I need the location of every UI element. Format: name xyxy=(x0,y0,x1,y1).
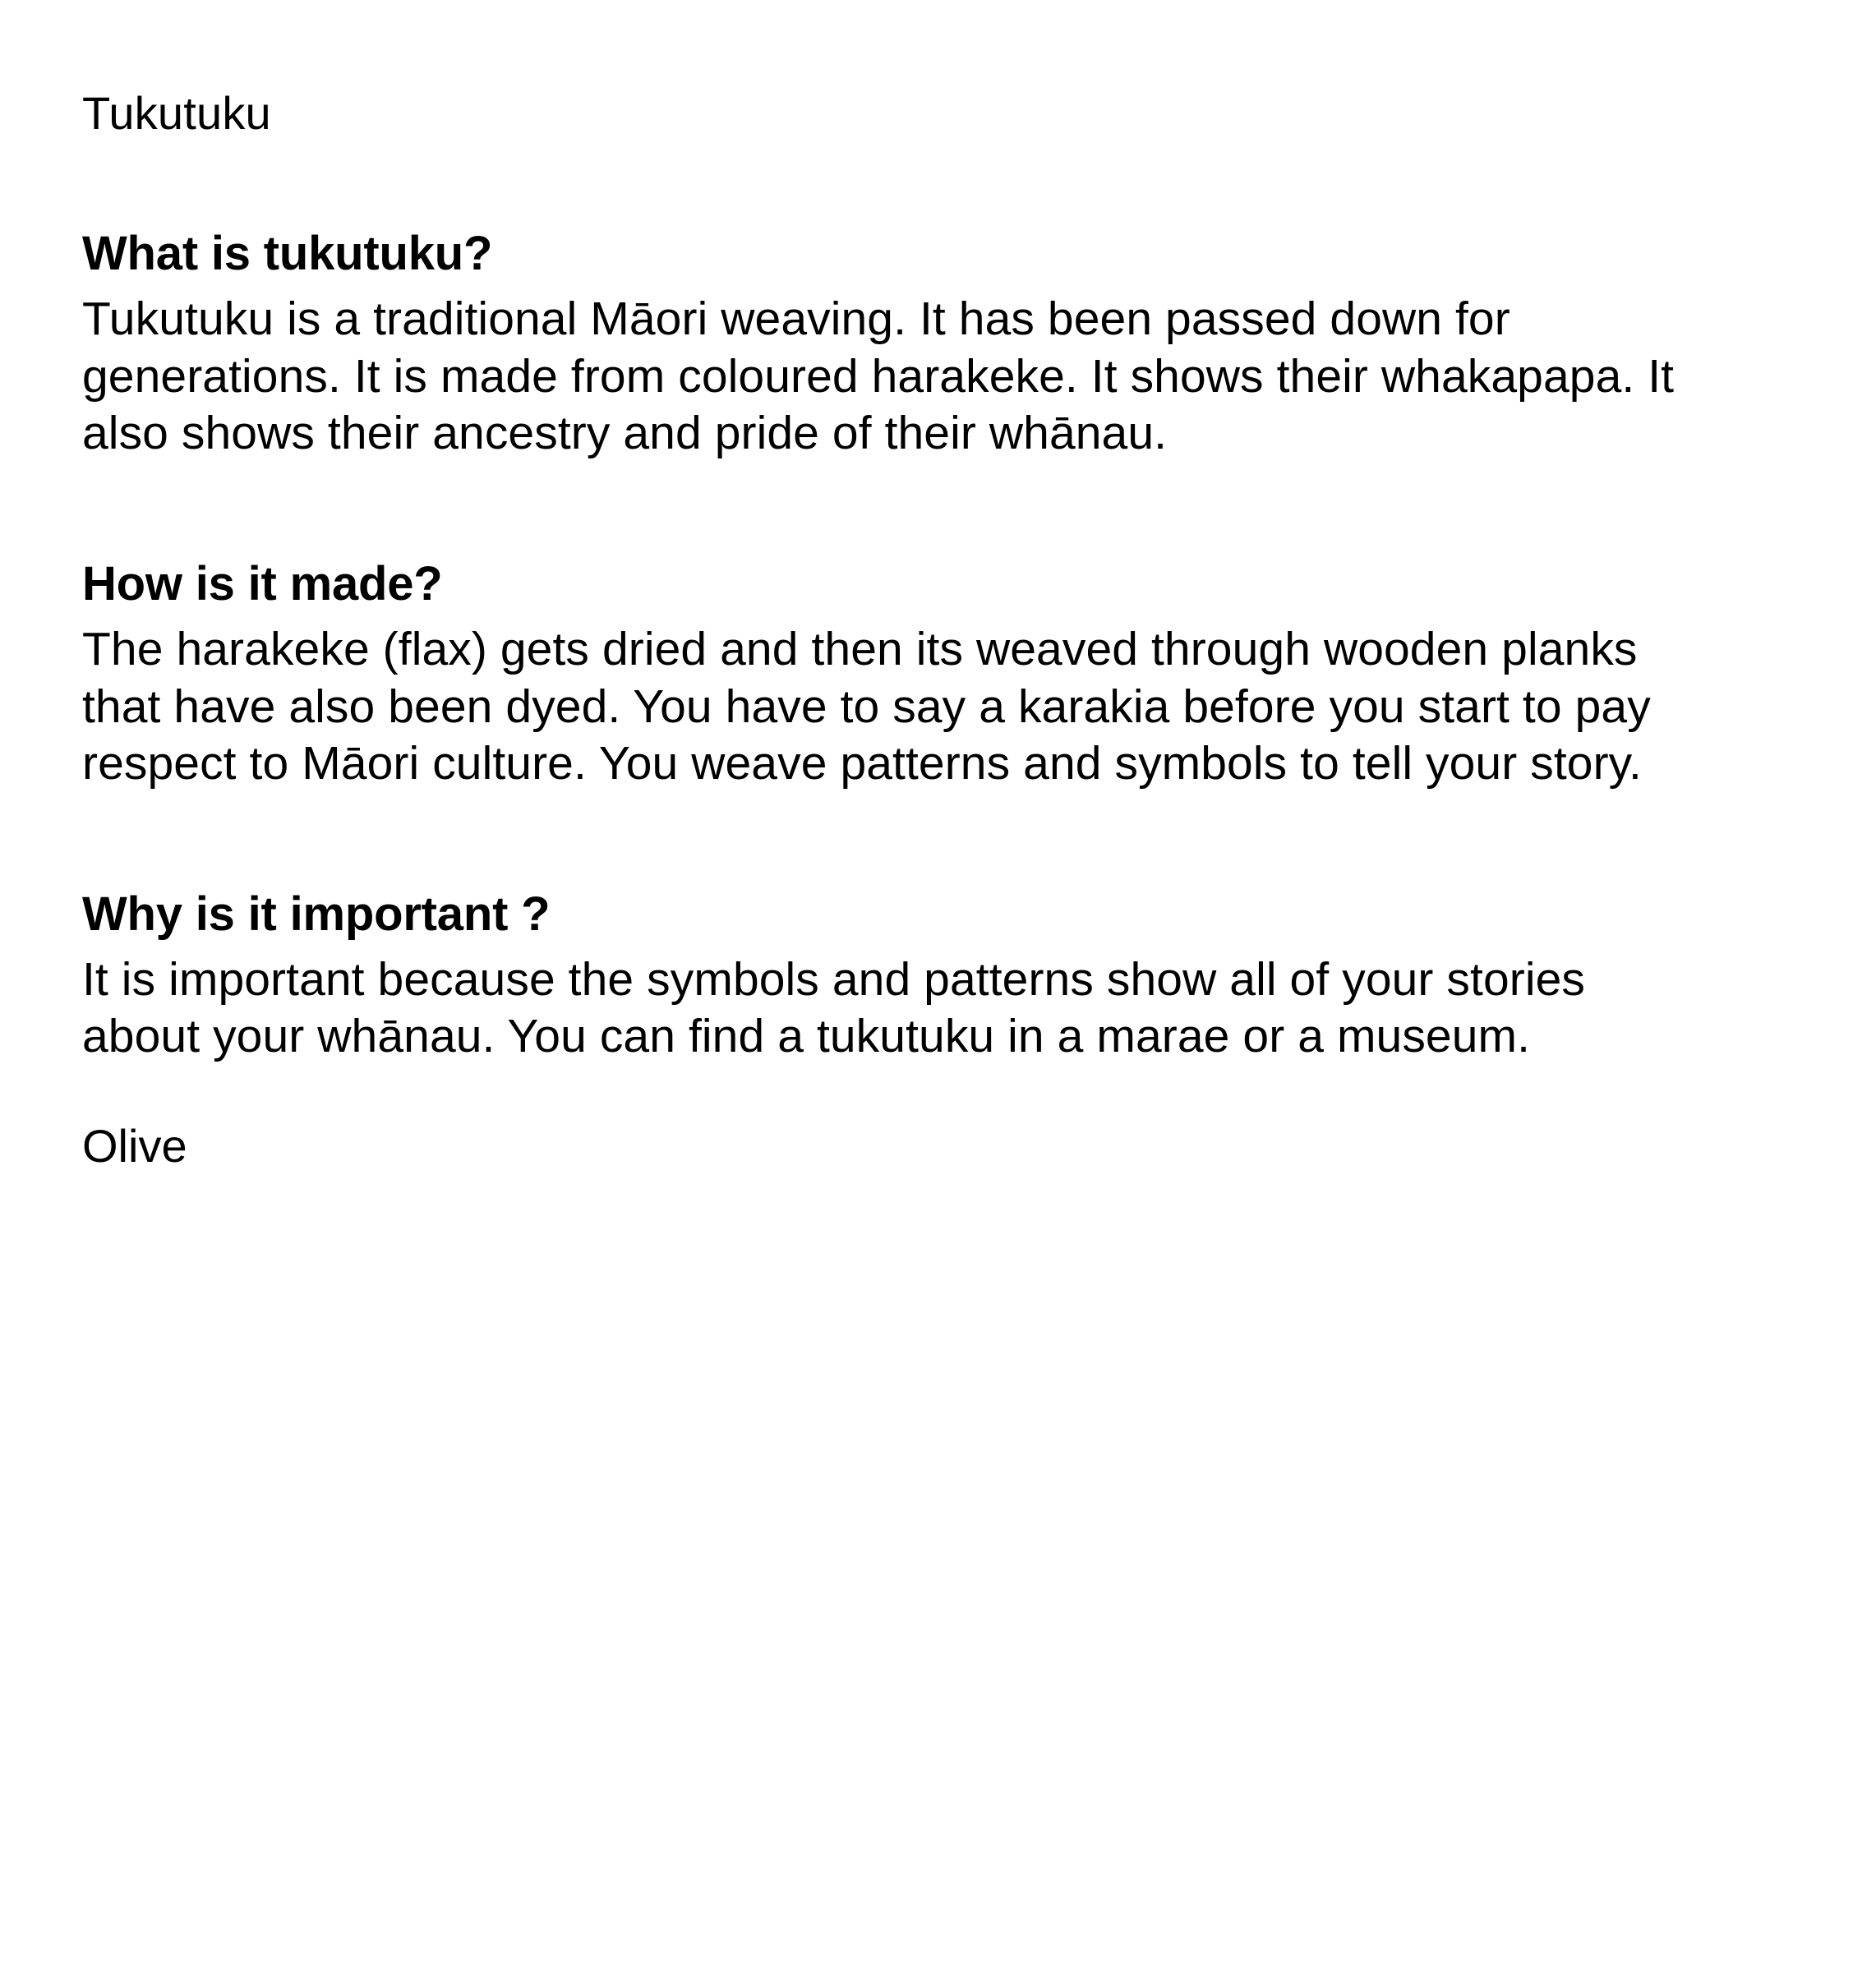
page-title: Tukutuku xyxy=(82,87,271,139)
section-how-is-it-made xyxy=(82,553,1777,793)
section-why-is-it-important xyxy=(82,883,1777,1066)
author-signature: Olive xyxy=(82,1120,187,1173)
section-heading: How is it made? xyxy=(82,556,443,610)
section-body: It is important because the symbols and patterns show all of your stories about your whānau. You can find a tukutuku in a marae or a museum. xyxy=(82,952,1586,1063)
section-body: Tukutuku is a traditional Māori weaving. It has been passed down for generations. It is made from coloured harakeke. It shows their whakapapa. It also shows their ancestry and pride of their whānau. xyxy=(82,292,1675,460)
section-body: The harakeke (flax) gets dried and then its weaved through wooden planks that have also been dyed. You have to say a karakia before you start to pay respect to Māori culture. You weave patterns and symbols to tell your story. xyxy=(82,622,1651,790)
section-heading: Why is it important ? xyxy=(82,887,551,941)
section-heading: What is tukutuku? xyxy=(82,226,493,280)
section-what-is-tukutuku xyxy=(82,223,1777,463)
signature-spacer xyxy=(82,1066,1777,1115)
